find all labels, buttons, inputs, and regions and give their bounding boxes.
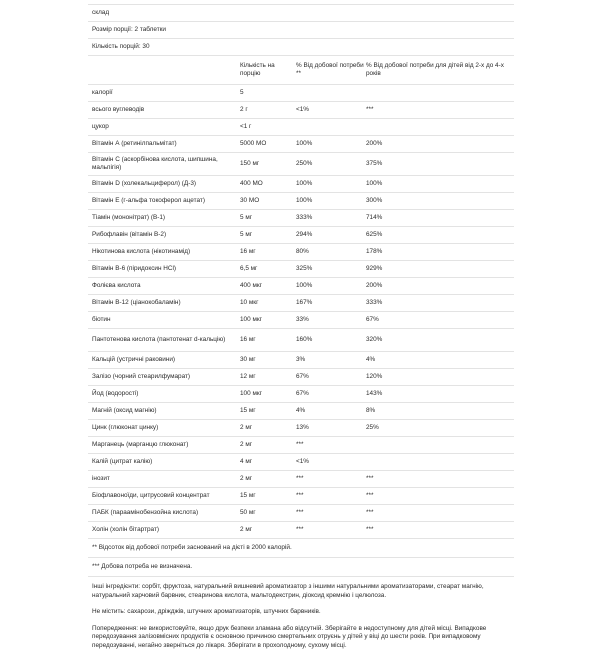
nutrient-dv: 67% <box>296 373 309 380</box>
nutrient-dv-child: 320% <box>366 336 383 343</box>
nutrient-dv: 3% <box>296 356 306 363</box>
nutrient-dv: <1% <box>296 106 309 113</box>
table-row <box>88 403 514 420</box>
nutrient-rows <box>88 85 514 539</box>
nutrient-name: Вітамін С (аскорбінова кислота, шипшина, мальпігія) <box>92 156 218 171</box>
nutrient-name: Біофлавоноїди, цитрусовий концентрат <box>92 492 210 499</box>
header-text: Розмір порції: 2 таблетки <box>92 26 166 33</box>
table-row <box>88 369 514 386</box>
nutrient-name: Кальцій (устричні раковини) <box>92 356 176 363</box>
nutrient-name: Вітамін В-12 (ціанокобаламін) <box>92 299 181 306</box>
nutrient-dv-child: 120% <box>366 373 383 380</box>
nutrient-name: Холін (холін бітартрат) <box>92 526 160 533</box>
nutrient-dv: 325% <box>296 265 313 272</box>
nutrient-amount: 5 мг <box>240 231 253 238</box>
nutrient-name: Йод (водорості) <box>92 390 139 397</box>
table-row <box>88 488 514 505</box>
warning-text: Попередження: не використовуйте, якщо друк безпеки зламана або відсутній. Зберігайте в недоступному для дітей місці. Випадкове передозування залізовмісних продуктів є основною причиною смертельних отруєнь у дітей у віці до шести років. При випадковому передозуванні, негайно зверніться до лікаря. Зберігати в прохолодному, сухому місці. <box>92 624 487 649</box>
nutrient-name: Калій (цитрат калію) <box>92 458 153 465</box>
nutrient-name: Тіамін (мононітрат) (В-1) <box>92 214 166 221</box>
footnote-undetermined: *** Добова потреба не визначена. <box>92 563 193 570</box>
nutrient-dv-child: 929% <box>366 265 383 272</box>
table-row <box>88 278 514 295</box>
table-row <box>88 227 514 244</box>
nutrient-dv-child: 25% <box>366 424 379 431</box>
nutrient-name: Нікотинова кислота (нікотинамід) <box>92 248 191 255</box>
nutrient-dv-child: 8% <box>366 407 376 414</box>
table-row <box>88 522 514 539</box>
table-row <box>88 312 514 329</box>
other-ingredients: Інші інгредієнти: сорбіт, фруктоза, натуральний вишневий ароматизатор з іншими натуральними ароматизаторами, стеарат магнію, натуральний харчовий барвник, стеаринова кислота, мальтодекстрин, діоксид кремнію і целюлоза. <box>92 583 484 599</box>
table-row <box>88 244 514 261</box>
nutrient-amount: 15 мг <box>240 492 256 499</box>
table-row <box>88 102 514 119</box>
nutrient-name: Вітамін D (холекальциферол) (Д-3) <box>92 180 197 187</box>
nutrient-amount: 2 г <box>240 106 248 113</box>
nutrient-dv-child: 333% <box>366 299 383 306</box>
nutrient-dv-child: *** <box>366 526 374 533</box>
table-row <box>88 119 514 136</box>
nutrient-name: біотин <box>92 316 111 323</box>
nutrient-amount: 5 <box>240 89 244 96</box>
nutrient-amount: 2 мг <box>240 475 253 482</box>
nutrient-dv: 67% <box>296 390 309 397</box>
nutrient-dv: 100% <box>296 197 313 204</box>
nutrient-dv-child: 4% <box>366 356 376 363</box>
table-row <box>88 85 514 102</box>
column-header-dv-child: % Від добової потреби для дітей від 2-х до 4-х років <box>366 62 504 77</box>
nutrient-amount: <1 г <box>240 123 252 130</box>
nutrient-dv: 100% <box>296 180 313 187</box>
nutrient-dv: *** <box>296 475 304 482</box>
nutrient-dv: 4% <box>296 407 306 414</box>
table-row <box>88 352 514 369</box>
nutrient-amount: 15 мг <box>240 407 256 414</box>
header-row-serving-size <box>88 22 514 39</box>
nutrient-dv: *** <box>296 509 304 516</box>
nutrient-dv: 100% <box>296 140 313 147</box>
nutrient-name: всього вуглеводів <box>92 106 145 113</box>
nutrient-amount: 2 мг <box>240 526 253 533</box>
nutrient-amount: 4 мг <box>240 458 253 465</box>
nutrient-name: Цинк (глюконат цинку) <box>92 424 159 431</box>
nutrient-dv: 160% <box>296 336 313 343</box>
nutrient-dv-child: *** <box>366 475 374 482</box>
nutrient-dv-child: *** <box>366 492 374 499</box>
nutrient-name: Вітамін А (ретинілпальмітат) <box>92 140 177 147</box>
header-row-composition <box>88 4 514 22</box>
table-row <box>88 136 514 153</box>
nutrient-dv: 13% <box>296 424 309 431</box>
nutrient-name: Магній (оксид магнію) <box>92 407 157 414</box>
nutrient-name: цукор <box>92 123 109 130</box>
not-contains: Не містить: сахарози, дріжджів, штучних ароматизаторів, штучних барвників. <box>92 608 321 616</box>
nutrient-amount: 2 мг <box>240 424 253 431</box>
table-row <box>88 261 514 278</box>
nutrient-amount: 100 мкг <box>240 390 262 397</box>
table-row <box>88 193 514 210</box>
nutrient-amount: 16 мг <box>240 336 256 343</box>
nutrient-name: Марганець (марганцю глюконат) <box>92 441 189 448</box>
table-row <box>88 210 514 227</box>
nutrient-dv: *** <box>296 441 304 448</box>
table-row <box>88 176 514 193</box>
nutrient-name: Залізо (чорний стеарилфумарат) <box>92 373 191 380</box>
table-row <box>88 153 514 176</box>
table-row <box>88 471 514 488</box>
table-row <box>88 505 514 522</box>
nutrient-amount: 50 мг <box>240 509 256 516</box>
footnote-row-undetermined <box>88 558 514 577</box>
nutrient-dv-child: *** <box>366 509 374 516</box>
nutrient-dv-child: *** <box>366 106 374 113</box>
supplement-facts-table <box>88 4 514 651</box>
nutrient-amount: 400 МО <box>240 180 263 187</box>
nutrient-dv: <1% <box>296 458 309 465</box>
footnote-dv: ** Відсоток від добової потреби заснований на дієті в 2000 калорій. <box>92 544 292 551</box>
nutrient-name: калорії <box>92 89 113 96</box>
column-headers <box>88 56 514 85</box>
nutrient-name: Рибофлавін (вітамін В-2) <box>92 231 167 238</box>
nutrient-name: Вітамін Е (г-альфа токоферол ацетат) <box>92 197 205 204</box>
nutrient-amount: 5000 МО <box>240 140 267 147</box>
nutrient-amount: 150 мг <box>240 160 260 167</box>
nutrient-dv: 167% <box>296 299 313 306</box>
nutrient-name: ПАБК (параамінобензойна кислота) <box>92 509 199 516</box>
nutrient-amount: 30 мг <box>240 356 256 363</box>
nutrient-dv: 80% <box>296 248 309 255</box>
nutrient-amount: 12 мг <box>240 373 256 380</box>
nutrient-dv-child: 375% <box>366 160 383 167</box>
header-text: Кількість порцій: 30 <box>92 43 150 50</box>
nutrient-dv-child: 143% <box>366 390 383 397</box>
nutrient-dv-child: 714% <box>366 214 383 221</box>
nutrient-dv-child: 200% <box>366 282 383 289</box>
header-row-servings <box>88 39 514 56</box>
nutrient-dv-child: 100% <box>366 180 383 187</box>
nutrient-dv: 294% <box>296 231 313 238</box>
footnote-row-dv <box>88 539 514 558</box>
nutrient-name: Пантотенова кислота (пантотенат d-кальцію) <box>92 336 226 343</box>
table-row <box>88 437 514 454</box>
nutrient-name: Фолієва кислота <box>92 282 141 289</box>
nutrient-dv: 333% <box>296 214 313 221</box>
nutrient-amount: 16 мг <box>240 248 256 255</box>
column-header-dv: % Від добової потреби ** <box>296 62 364 77</box>
nutrient-amount: 30 МО <box>240 197 260 204</box>
nutrient-amount: 2 мг <box>240 441 253 448</box>
nutrient-dv: 250% <box>296 160 313 167</box>
table-row <box>88 295 514 312</box>
nutrient-dv: *** <box>296 492 304 499</box>
column-header-amount: Кількість на порцію <box>240 62 275 77</box>
table-row <box>88 420 514 437</box>
table-row <box>88 329 514 352</box>
table-row <box>88 454 514 471</box>
nutrient-dv: *** <box>296 526 304 533</box>
nutrient-dv-child: 625% <box>366 231 383 238</box>
table-row <box>88 386 514 403</box>
nutrient-amount: 5 мг <box>240 214 253 221</box>
nutrient-name: інозит <box>92 475 110 482</box>
nutrient-dv-child: 178% <box>366 248 383 255</box>
nutrient-dv-child: 67% <box>366 316 379 323</box>
nutrient-amount: 400 мкг <box>240 282 262 289</box>
nutrient-dv-child: 300% <box>366 197 383 204</box>
nutrient-name: Вітамін В-6 (піридоксин HCl) <box>92 265 177 272</box>
header-text: склад <box>92 9 110 16</box>
nutrient-dv-child: 200% <box>366 140 383 147</box>
nutrient-amount: 6,5 мг <box>240 265 258 272</box>
nutrient-dv: 100% <box>296 282 313 289</box>
nutrient-amount: 100 мкг <box>240 316 262 323</box>
nutrient-amount: 10 мкг <box>240 299 259 306</box>
nutrient-dv: 33% <box>296 316 309 323</box>
